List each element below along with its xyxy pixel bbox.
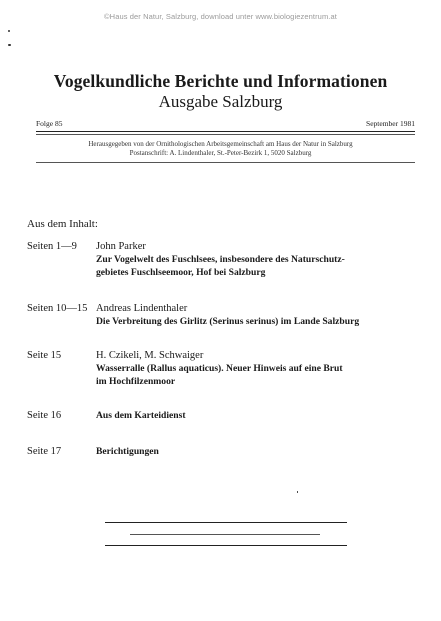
entry-pages: Seiten 1—9: [27, 241, 77, 252]
header-rule: [36, 131, 415, 132]
entry-title-line: Zur Vogelwelt des Fuschlsees, insbesondere des Naturschutz-: [96, 254, 345, 265]
copyright-watermark: ©Haus der Natur, Salzburg, download unter www.biologiezentrum.at: [104, 12, 337, 21]
entry-pages: Seiten 10—15: [27, 303, 88, 314]
entry-title: Berichtigungen: [96, 446, 159, 457]
entry-title-line: Wasserralle (Rallus aquaticus). Neuer Hinweis auf eine Brut: [96, 363, 343, 374]
header-rule-thin: [36, 134, 415, 135]
footer-rule: [130, 534, 320, 535]
entry-pages: Seite 17: [27, 446, 62, 457]
scan-speck: [8, 30, 10, 32]
publisher-rule: [36, 162, 415, 163]
issue-date: September 1981: [366, 119, 415, 128]
scan-speck: [8, 44, 11, 46]
publisher-address: Postanschrift: A. Lindenthaler, St.-Peter-Bezirk 1, 5020 Salzburg: [129, 148, 312, 157]
entry-pages: Seite 15: [27, 350, 62, 361]
entry-title: [96, 363, 396, 388]
scan-speck: [297, 491, 298, 493]
issue-number: Folge 85: [36, 119, 63, 128]
entry-title: [96, 316, 396, 329]
entry-title: [96, 254, 396, 279]
entry-pages: Seite 16: [27, 410, 62, 421]
footer-rule: [105, 522, 347, 523]
entry-author: John Parker: [96, 241, 146, 252]
entry-title-line: Die Verbreitung des Girlitz (Serinus serinus) im Lande Salzburg: [96, 316, 360, 327]
publisher-info: [0, 140, 441, 157]
entry-title-line: im Hochfilzenmoor: [96, 375, 176, 387]
entry-title-line: gebietes Fuschlseemoor, Hof bei Salzburg: [96, 266, 266, 278]
entry-author: H. Czikeli, M. Schwaiger: [96, 350, 204, 361]
journal-subtitle: Ausgabe Salzburg: [158, 92, 283, 111]
entry-author: Andreas Lindenthaler: [96, 303, 188, 314]
journal-title: Vogelkundliche Berichte und Informationen: [53, 71, 388, 91]
footer-rule: [105, 545, 347, 546]
contents-heading: Aus dem Inhalt:: [27, 218, 98, 230]
entry-title: Aus dem Karteidienst: [96, 410, 186, 421]
publisher-line: Herausgegeben von der Ornithologischen Arbeitsgemeinschaft am Haus der Natur in Salzburg: [88, 140, 353, 148]
